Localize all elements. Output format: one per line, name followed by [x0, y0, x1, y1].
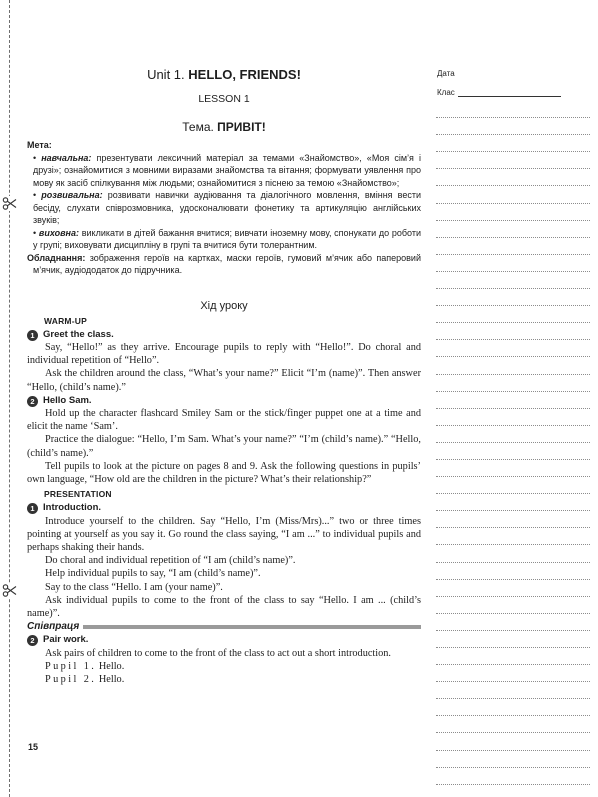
note-line — [436, 238, 590, 255]
class-blank-line — [458, 96, 561, 97]
step-heading — [27, 394, 421, 407]
note-line — [436, 409, 590, 426]
class-label: Клас — [437, 88, 455, 97]
speech: Hello. — [98, 660, 125, 672]
note-line — [436, 768, 590, 785]
scissors-icon — [2, 196, 17, 211]
note-line — [436, 716, 590, 733]
lesson-plan — [27, 66, 421, 686]
note-line — [436, 375, 590, 392]
note-line — [436, 135, 590, 152]
instruction-paragraph: Hold up the character flashcard Smiley Sam or the stick/finger puppet one at a time and elicit the name ‘Sam’. — [27, 407, 421, 433]
step-title: Greet the class. — [43, 328, 114, 340]
note-line — [436, 204, 590, 221]
note-line — [436, 699, 590, 716]
note-line — [436, 477, 590, 494]
note-line — [436, 255, 590, 272]
note-line — [436, 563, 590, 580]
note-line — [436, 733, 590, 750]
note-line — [436, 289, 590, 306]
equipment — [27, 252, 421, 277]
goal-term: навчальна: — [41, 152, 92, 163]
cooperation-label: Співпраця — [27, 621, 80, 633]
note-line — [436, 460, 590, 477]
goal-item — [27, 152, 421, 190]
lesson-number: LESSON 1 — [198, 93, 250, 105]
note-line — [436, 357, 590, 374]
instruction-paragraph: Introduce yourself to the children. Say “Hello, I’m (Miss/Mrs)...” two or three times pointing at yourself as you say it. Go round the class saying, “I am ...” to individual pupils and perhaps shaking their hands. — [27, 515, 421, 553]
goal-text: презентувати лексичний матеріал за темами «Знайомство», «Моя сім’я і друзі»; ознайомитися з мовними виразами знайомства та вітання; формувати уявлення про мову як засіб спілкування між людьми; ознайомитися з піснею за темою «Знайомство»; — [33, 152, 421, 188]
note-line — [436, 528, 590, 545]
unit-name: HELLO, FRIENDS! — [188, 67, 301, 82]
instruction-paragraph: Ask individual pupils to come to the front of the class to say “Hello. I am ... (child’s name)”. — [27, 594, 421, 619]
step-number: 1 — [27, 330, 38, 341]
class-field — [437, 87, 589, 99]
note-lines — [436, 101, 590, 786]
step-title: Introduction. — [43, 502, 102, 514]
speech: Hello. — [98, 673, 125, 685]
cooperation-heading — [27, 620, 421, 633]
note-line — [436, 186, 590, 203]
unit-title — [27, 66, 421, 84]
scissors-icon — [2, 583, 17, 598]
goal-term: виховна: — [38, 227, 79, 238]
instruction-paragraph: Do choral and individual repetition of “I am (child’s name)”. — [45, 555, 296, 567]
note-line — [436, 221, 590, 238]
date-label: Дата — [437, 69, 455, 78]
speaker: Pupil 2. — [45, 673, 97, 685]
note-line — [436, 392, 590, 409]
note-line — [436, 494, 590, 511]
instruction-paragraph: Ask pairs of children to come to the front of the class to act out a short introduction. — [45, 647, 392, 659]
step-title: Hello Sam. — [43, 394, 92, 406]
instruction-paragraph: Practice the dialogue: “Hello, I’m Sam. What’s your name?” “I’m (child’s name).” “Hello, (child’s name).” — [27, 434, 421, 459]
note-line — [436, 340, 590, 357]
instruction-paragraph: Say to the class “Hello. I am (your name)”. — [45, 581, 223, 593]
date-field — [437, 68, 589, 80]
note-line — [436, 751, 590, 768]
step-heading — [27, 501, 421, 514]
note-line — [436, 597, 590, 614]
goals-label: Мета: — [27, 140, 52, 150]
warmup-heading: WARM-UP — [44, 315, 87, 326]
note-line — [436, 580, 590, 597]
instruction-paragraph: Help individual pupils to say, “I am (child’s name)”. — [45, 568, 261, 580]
note-line — [436, 169, 590, 186]
step-heading — [27, 328, 421, 341]
equipment-label: Обладнання: — [27, 252, 86, 263]
page-number: 15 — [28, 742, 39, 752]
note-line — [436, 682, 590, 699]
note-line — [436, 306, 590, 323]
procedure-title: Хід уроку — [200, 299, 248, 312]
step-number: 2 — [27, 635, 38, 646]
goal-item — [27, 227, 421, 252]
note-line — [436, 152, 590, 169]
section-divider-bar — [83, 625, 421, 629]
note-line — [436, 648, 590, 665]
step-number: 2 — [27, 396, 38, 407]
note-line — [436, 511, 590, 528]
presentation-heading: PRESENTATION — [44, 489, 112, 500]
note-line — [436, 614, 590, 631]
goal-term: розвивальна: — [41, 190, 103, 200]
dialogue-line — [27, 673, 421, 686]
step-title: Pair work. — [43, 634, 89, 646]
topic-title: ПРИВІТ! — [217, 120, 266, 134]
step-number: 1 — [27, 503, 38, 514]
instruction-paragraph: Ask the children around the class, “What’s your name?” Elicit “I’m (name)”. Then answer “Hello, (child’s name).” — [27, 368, 421, 393]
note-line — [436, 118, 590, 135]
equipment-text: зображення героїв на картках, маски героїв, гумовий м’ячик або паперовий м’ячик, аудіододаток до підручника. — [33, 252, 421, 275]
instruction-paragraph: Tell pupils to look at the picture on pages 8 and 9. Ask the following questions in pupils’ own language, “How old are the children in the picture? What’s their relationship?” — [27, 460, 421, 485]
unit-number: Unit 1. — [147, 67, 185, 82]
lesson-goals — [27, 139, 421, 277]
note-line — [436, 631, 590, 648]
speaker: Pupil 1. — [45, 660, 97, 672]
note-line — [436, 665, 590, 682]
note-line — [436, 101, 590, 118]
note-line — [436, 272, 590, 289]
dialogue-line — [27, 660, 421, 673]
step-heading — [27, 633, 421, 646]
note-line — [436, 443, 590, 460]
cut-line — [9, 0, 10, 797]
goal-item — [27, 189, 421, 227]
note-line — [436, 545, 590, 562]
note-line — [436, 426, 590, 443]
goal-text: викликати в дітей бажання вчитися; вивчати іноземну мову, спонукати до роботи у групі; виховувати дисципліну в групі та вчитися бути толерантним. — [33, 227, 421, 250]
lesson-topic — [27, 120, 421, 134]
instruction-paragraph: Say, “Hello!” as they arrive. Encourage pupils to reply with “Hello!”. Do choral and individual repetition of “Hello”. — [27, 341, 421, 367]
note-line — [436, 323, 590, 340]
goal-text: розвивати навички аудіювання та діалогічного мовлення, вміння вести бесіду, слухати співрозмовника, удосконалювати фонетику та артикуляцію англійських звуків; — [33, 190, 421, 225]
notes-header — [437, 68, 589, 99]
topic-label: Тема. — [182, 120, 214, 134]
